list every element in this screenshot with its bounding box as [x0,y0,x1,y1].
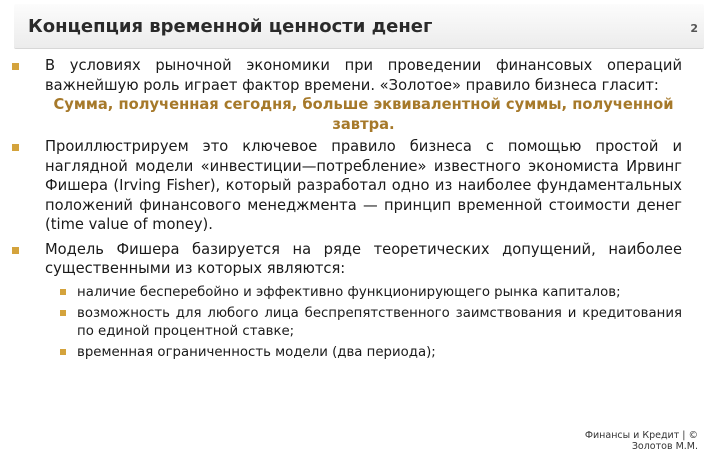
bullet-item [0,240,720,279]
bullet-text: В условиях рыночной экономики при проведении финансовых операций важнейшую роль играет фактор времени. «Золотое» правило бизнеса гласит: [45,57,682,94]
sub-bullet-item [0,344,720,362]
sub-bullet-text: временная ограниченность модели (два периода); [77,344,436,360]
sub-bullet-item [0,284,720,302]
bullet-marker-icon [12,63,19,70]
footer-line: Финансы и Кредит | © [584,430,698,441]
sub-bullet-text: возможность для любого лица беспрепятственного заимствования и кредитования по единой процентной ставке; [77,305,682,339]
bullet-text: Проиллюстрируем это ключевое правило бизнеса с помощью простой и наглядной модели «инвестиции—потребление» известного экономиста Ирвинг Фишера (Irving Fisher), который разработал одно из наиболее фундаментальных положений финансового менеджмента — принцип временной стоимости денег (time value of money). [45,138,682,233]
sub-bullet-text: наличие бесперебойно и эффективно функционирующего рынка капиталов; [77,284,621,300]
slide-content [0,56,720,362]
golden-rule: Сумма, полученная сегодня, больше эквивалентной суммы, полученной завтра. [53,96,674,133]
bullet-text: Модель Фишера базируется на ряде теоретических допущений, наиболее существенными из которых являются: [45,240,682,277]
sub-bullet-marker-icon [60,349,66,355]
bullet-marker-icon [12,144,19,151]
slide-number: 2 [690,22,698,35]
footer-author: Золотов М.М. [631,441,698,450]
footer [585,430,698,450]
sub-bullet-marker-icon [60,310,66,316]
sub-bullet-item [0,305,720,341]
bullet-item [0,56,720,95]
bullet-marker-icon [12,247,19,254]
bullet-item [0,137,720,235]
title-bar [14,4,704,49]
sub-bullet-marker-icon [60,289,66,295]
slide-title: Концепция временной ценности денег [28,16,433,37]
